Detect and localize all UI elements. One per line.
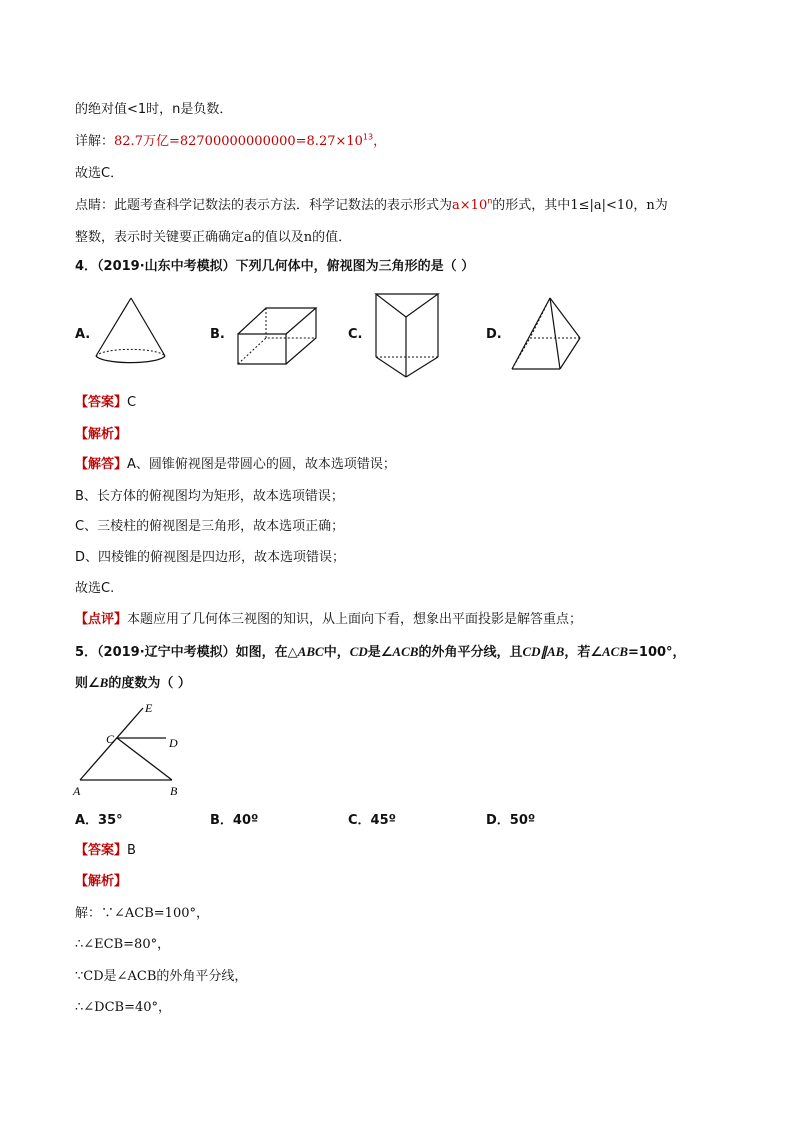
- q5-option-a: A．35°: [75, 813, 123, 828]
- q4-solve-line-3: C、三棱柱的俯视图是三角形，故本选项正确；: [75, 519, 345, 534]
- q4-option-d-label: D.: [486, 327, 502, 342]
- q4-solve-line-1: 【解答】A、圆锥俯视图是带圆心的圆，故本选项错误；: [75, 457, 396, 472]
- label-C: C: [106, 732, 115, 746]
- q4-option-b-label: B.: [210, 327, 225, 342]
- q4-option-a-label: A.: [75, 327, 91, 342]
- label-A: A: [73, 784, 81, 798]
- question-5-title-line-2: 则∠B的度数为（ ）: [75, 675, 191, 691]
- cone-figure: [94, 296, 169, 371]
- label-D: D: [169, 736, 178, 750]
- square-pyramid-figure: [510, 296, 585, 374]
- text-line-2: 详解：82.7万亿$=82700000000000=8.27\times 10^{13}$，: [75, 132, 387, 149]
- question-4-title: 4．（2019·山东中考模拟）下列几何体中，俯视图为三角形的是（ ）: [75, 259, 475, 274]
- label-E: E: [145, 701, 153, 715]
- q5-option-b: B．40º: [210, 813, 259, 828]
- q5-solve-line-1: 解：∵∠ACB=100°，: [75, 906, 209, 921]
- q4-answer: 【答案】C: [75, 395, 137, 410]
- q4-analysis-label: 【解析】: [75, 427, 128, 442]
- q4-solve-line-5: 故选C.: [75, 581, 115, 596]
- q5-solve-line-3: ∵CD是∠ACB的外角平分线，: [75, 969, 248, 984]
- q4-solve-line-4: D、四棱锥的俯视图是四边形，故本选项错误；: [75, 550, 346, 565]
- q5-analysis-label: 【解析】: [75, 874, 128, 889]
- text-line-4: 点睛：此题考查科学记数法的表示方法．科学记数法的表示形式为$a\times 10^n$的形式，其中1≤|a|<10，n为: [75, 196, 668, 213]
- question-5-title-line-1: 5．（2019·辽宁中考模拟）如图，在△ABC中，CD是∠ACB的外角平分线，且CD∥AB，若∠ACB=100°，: [75, 644, 686, 660]
- cuboid-figure: [236, 304, 321, 369]
- text-line-3: 故选C．: [75, 166, 124, 181]
- q5-solve-line-2: ∴∠ECB=80°，: [75, 937, 171, 952]
- q5-answer: 【答案】B: [75, 843, 136, 858]
- text-line-5: 整数，表示时关键要正确确定a的值以及n的值．: [75, 230, 352, 245]
- label-B: B: [170, 784, 178, 798]
- q4-option-c-label: C.: [348, 327, 363, 342]
- q4-solve-line-2: B、长方体的俯视图均为矩形，故本选项错误；: [75, 489, 344, 504]
- q5-option-d: D．50º: [486, 813, 536, 828]
- text-line-1: 的绝对值<1时，n是负数．: [75, 102, 233, 117]
- q4-comment: 【点评】本题应用了几何体三视图的知识，从上面向下看，想象出平面投影是解答重点；: [75, 612, 583, 627]
- triangle-figure: [70, 700, 190, 800]
- triangular-prism-figure: [372, 291, 442, 381]
- q5-option-c: C．45º: [348, 813, 396, 828]
- q5-solve-line-4: ∴∠DCB=40°，: [75, 1000, 172, 1015]
